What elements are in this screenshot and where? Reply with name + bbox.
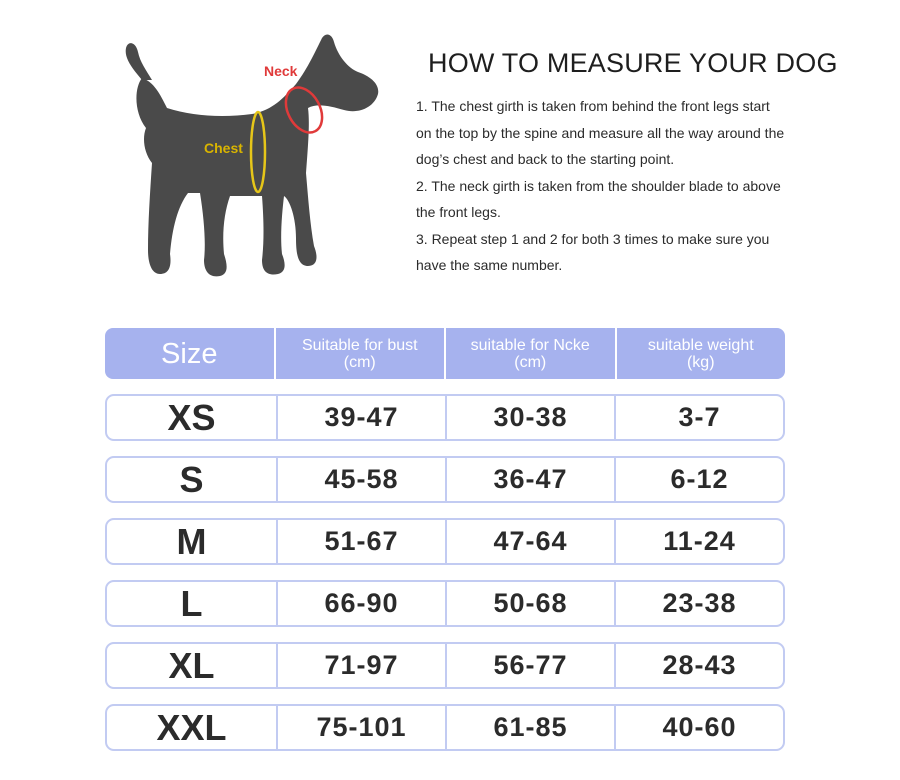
instruction-line: dog’s chest and back to the starting point. xyxy=(416,151,675,167)
header-size xyxy=(105,328,274,379)
table-header-row xyxy=(105,328,785,379)
neck-label: Neck xyxy=(264,63,298,79)
chest-label: Chest xyxy=(204,140,243,156)
bust-cell: 75-101 xyxy=(276,706,445,749)
header-bust-label: Suitable for bust xyxy=(301,336,418,354)
instruction-line: have the same number. xyxy=(416,257,563,273)
header-bust-unit: (cm) xyxy=(343,353,376,371)
neck-cell: 50-68 xyxy=(445,582,614,625)
header-weight xyxy=(615,328,786,379)
weight-cell: 28-43 xyxy=(614,644,783,687)
header-neck-unit: (cm) xyxy=(514,353,547,371)
instruction-line: the front legs. xyxy=(416,204,501,220)
table-row xyxy=(105,580,785,627)
bust-cell: 66-90 xyxy=(276,582,445,625)
size-cell: XS xyxy=(167,396,216,438)
bust-cell: 39-47 xyxy=(276,396,445,439)
bust-cell: 51-67 xyxy=(276,520,445,563)
table-row xyxy=(105,394,785,441)
size-cell: XL xyxy=(168,644,215,686)
instruction-line: 1. The chest girth is taken from behind the front legs start xyxy=(416,98,770,114)
header-size-label: Size xyxy=(161,337,218,370)
header-bust xyxy=(274,328,445,379)
instruction-line: on the top by the spine and measure all the way around the xyxy=(416,124,785,141)
table-row xyxy=(105,642,785,689)
measure-instructions xyxy=(416,48,866,279)
size-cell: L xyxy=(180,582,203,624)
instructions-title: HOW TO MEASURE YOUR DOG xyxy=(428,48,838,78)
table-row xyxy=(105,704,785,751)
size-chart-table xyxy=(105,328,785,751)
neck-cell: 56-77 xyxy=(445,644,614,687)
bust-cell: 71-97 xyxy=(276,644,445,687)
size-cell: S xyxy=(179,458,204,500)
instruction-line: 2. The neck girth is taken from the shoulder blade to above xyxy=(416,177,781,194)
header-weight-label: suitable weight xyxy=(647,336,754,354)
bust-cell: 45-58 xyxy=(276,458,445,501)
neck-cell: 47-64 xyxy=(445,520,614,563)
weight-cell: 40-60 xyxy=(614,706,783,749)
size-cell: M xyxy=(176,520,207,562)
header-neck xyxy=(444,328,615,379)
size-cell: XXL xyxy=(156,706,227,748)
weight-cell: 6-12 xyxy=(614,458,783,501)
dog-diagram xyxy=(112,28,402,288)
instruction-line: 3. Repeat step 1 and 2 for both 3 times to make sure you xyxy=(416,230,770,247)
dog-silhouette-icon xyxy=(112,28,402,288)
table-row xyxy=(105,518,785,565)
weight-cell: 3-7 xyxy=(614,396,783,439)
neck-cell: 30-38 xyxy=(445,396,614,439)
neck-cell: 61-85 xyxy=(445,706,614,749)
weight-cell: 11-24 xyxy=(614,520,783,563)
header-weight-unit: (kg) xyxy=(686,353,715,371)
table-row xyxy=(105,456,785,503)
neck-cell: 36-47 xyxy=(445,458,614,501)
weight-cell: 23-38 xyxy=(614,582,783,625)
header-neck-label: suitable for Ncke xyxy=(470,336,590,354)
